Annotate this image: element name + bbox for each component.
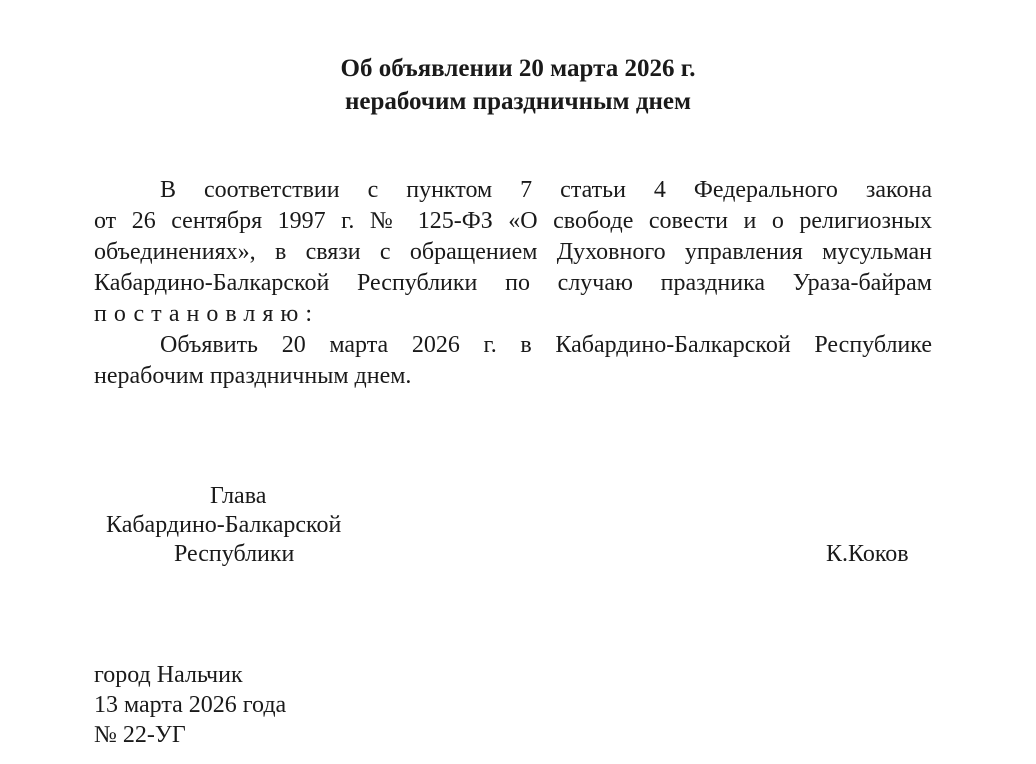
body-line: Объявить 20 марта 2026 г. в Кабардино-Балкарской Республике	[160, 332, 932, 358]
body-line: В соответствии с пунктом 7 статьи 4 Федерального закона	[160, 177, 932, 203]
place: город Нальчик	[94, 662, 243, 688]
signatory-title-line: Республики	[174, 541, 295, 567]
body-line: Кабардино-Балкарской Республики по случаю праздника Ураза-байрам	[94, 270, 932, 296]
resolution-word: постановляю:	[94, 301, 319, 327]
signatory-name: К.Коков	[826, 541, 909, 567]
date: 13 марта 2026 года	[94, 692, 287, 718]
document-title	[0, 52, 1036, 118]
document-footer	[94, 660, 286, 750]
signatory-title	[100, 482, 400, 569]
signatory-title-line: Глава	[210, 483, 267, 509]
body-line: нерабочим праздничным днем.	[94, 363, 412, 389]
body-line: объединениях», в связи с обращением Духовного управления мусульман	[94, 239, 932, 265]
document-number: № 22-УГ	[94, 722, 186, 748]
title-line-2: нерабочим праздничным днем	[344, 88, 692, 115]
title-line-1: Об объявлении 20 марта 2026 г.	[340, 55, 696, 82]
document-body	[94, 175, 932, 392]
signatory-title-line: Кабардино-Балкарской	[106, 512, 342, 538]
body-line: от 26 сентября 1997 г. № 125-ФЗ «О свободе совести и о религиозных	[94, 208, 932, 234]
